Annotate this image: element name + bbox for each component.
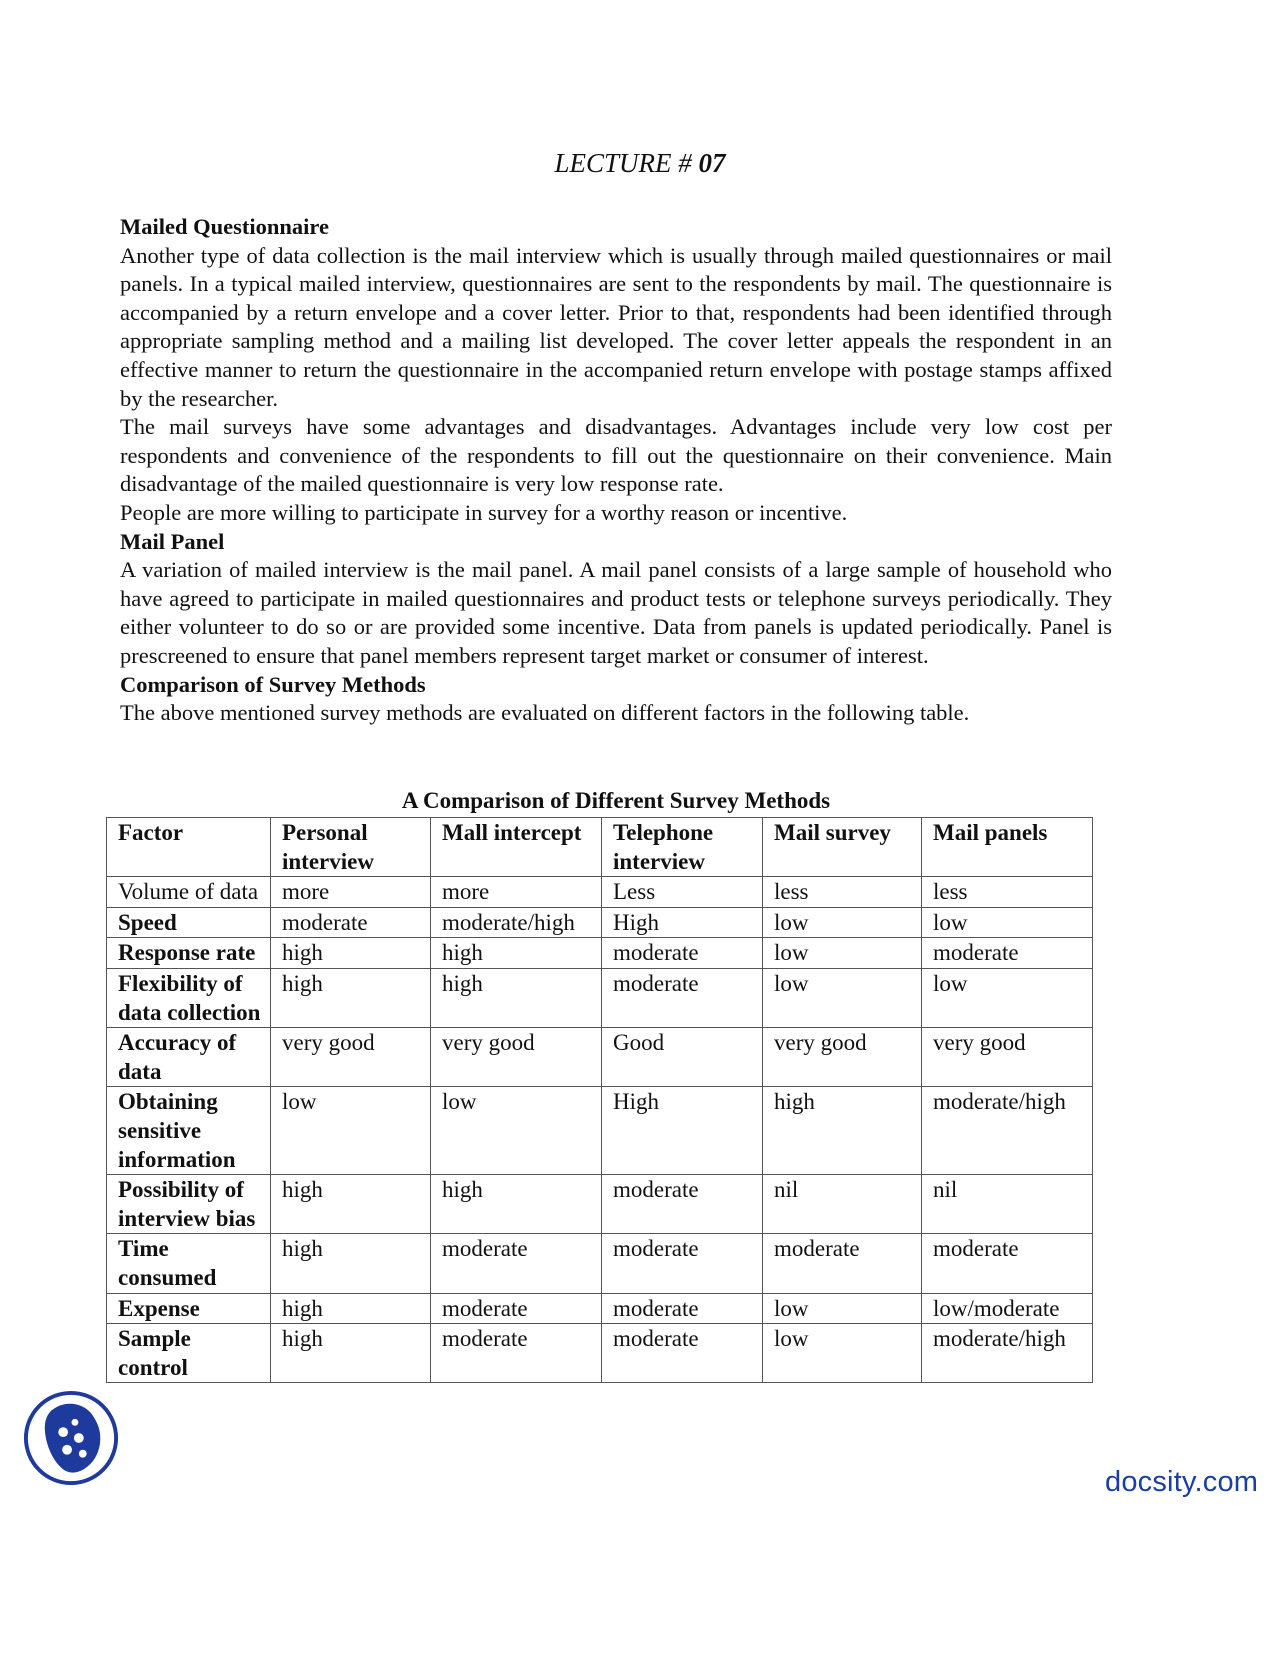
table-cell: moderate	[271, 907, 431, 938]
table-cell: low	[763, 968, 922, 1027]
table-row	[107, 1175, 1093, 1234]
table-cell: low	[271, 1087, 431, 1175]
factor-cell: Expense	[107, 1293, 271, 1324]
paragraph: A variation of mailed interview is the mail panel. A mail panel consists of a large sample of household who have agreed to participate in mailed questionnaires and product tests or telephone surveys periodically. They either volunteer to do so or are provided some incentive. Data from panels is updated periodically. Panel is prescreened to ensure that panel members represent target market or consumer of interest.	[120, 557, 1112, 668]
table-cell: nil	[922, 1175, 1093, 1234]
page-title	[0, 148, 1280, 179]
table-cell: moderate/high	[431, 907, 602, 938]
table-cell: moderate	[431, 1234, 602, 1293]
table-row	[107, 968, 1093, 1027]
table-cell: moderate	[602, 1324, 763, 1383]
factor-cell: Flexibility of data collection	[107, 968, 271, 1027]
table-cell: Good	[602, 1028, 763, 1087]
table-cell: high	[271, 1175, 431, 1234]
section-heading-mailed-questionnaire: Mailed Questionnaire	[120, 214, 329, 239]
table-cell: very good	[431, 1028, 602, 1087]
table-cell: low	[763, 1324, 922, 1383]
table-cell: high	[431, 968, 602, 1027]
factor-cell: Speed	[107, 907, 271, 938]
factor-cell: Time consumed	[107, 1234, 271, 1293]
factor-cell: Possibility of interview bias	[107, 1175, 271, 1234]
document-body	[120, 213, 1112, 728]
table-cell: moderate	[602, 938, 763, 969]
column-header: Mail survey	[763, 818, 922, 877]
table-cell: more	[431, 877, 602, 908]
factor-cell: Obtaining sensitive information	[107, 1087, 271, 1175]
table-row	[107, 1028, 1093, 1087]
table-row	[107, 1293, 1093, 1324]
table-cell: high	[431, 938, 602, 969]
table-cell: very good	[922, 1028, 1093, 1087]
title-prefix: LECTURE #	[554, 148, 699, 178]
table-cell: more	[271, 877, 431, 908]
table-cell: very good	[763, 1028, 922, 1087]
table-cell: high	[271, 938, 431, 969]
table-cell: moderate	[922, 938, 1093, 969]
table-cell: moderate/high	[922, 1087, 1093, 1175]
table-cell: very good	[271, 1028, 431, 1087]
comparison-table	[106, 817, 1093, 1383]
section-heading-mail-panel: Mail Panel	[120, 528, 225, 554]
table-cell: high	[271, 968, 431, 1027]
factor-cell: Sample control	[107, 1324, 271, 1383]
table-cell: moderate	[602, 968, 763, 1027]
table-cell: moderate	[763, 1234, 922, 1293]
table-cell: moderate	[431, 1293, 602, 1324]
table-cell: low	[763, 1293, 922, 1324]
table-row	[107, 1087, 1093, 1175]
paragraph: The above mentioned survey methods are evaluated on different factors in the following table.	[120, 700, 970, 726]
column-header: Personal interview	[271, 818, 431, 877]
table-cell: low	[922, 968, 1093, 1027]
table-cell: high	[271, 1234, 431, 1293]
factor-cell: Volume of data	[107, 877, 271, 908]
table-row	[107, 877, 1093, 908]
table-cell: moderate	[602, 1234, 763, 1293]
table-cell: high	[763, 1087, 922, 1175]
table-header-row	[107, 818, 1093, 877]
column-header: Factor	[107, 818, 271, 877]
table-cell: Less	[602, 877, 763, 908]
table-cell: high	[431, 1175, 602, 1234]
factor-cell: Accuracy of data	[107, 1028, 271, 1087]
table-row	[107, 1324, 1093, 1383]
column-header: Mall intercept	[431, 818, 602, 877]
table-cell: low	[431, 1087, 602, 1175]
table-cell: nil	[763, 1175, 922, 1234]
table-cell: low	[763, 938, 922, 969]
table-caption: A Comparison of Different Survey Methods	[401, 788, 831, 813]
table-row	[107, 907, 1093, 938]
title-number: 07	[698, 148, 726, 178]
table-cell: high	[271, 1293, 431, 1324]
paragraph: Another type of data collection is the mail interview which is usually through mailed questionnaires or mail panels. In a typical mailed interview, questionnaires are sent to the respondents by mail. The questionnaire is accompanied by a return envelope and a cover letter. Prior to that, respondents had been identified through appropriate sampling method and a mailing list developed. The cover letter appeals the respondent in an effective manner to return the questionnaire in the accompanied return envelope with postage stamps affixed by the researcher.	[120, 242, 1112, 411]
column-header: Mail panels	[922, 818, 1093, 877]
table-cell: high	[271, 1324, 431, 1383]
docsity-logo-icon	[22, 1389, 120, 1487]
table-cell: High	[602, 907, 763, 938]
table-cell: less	[922, 877, 1093, 908]
factor-cell: Response rate	[107, 938, 271, 969]
table-cell: low	[922, 907, 1093, 938]
table-row	[107, 1234, 1093, 1293]
table-cell: High	[602, 1087, 763, 1175]
column-header: Telephone interview	[602, 818, 763, 877]
table-cell: less	[763, 877, 922, 908]
section-heading-comparison: Comparison of Survey Methods	[120, 671, 426, 697]
table-cell: moderate	[602, 1293, 763, 1324]
brand-watermark[interactable]: docsity.com	[1105, 1466, 1259, 1498]
table-cell: low/moderate	[922, 1293, 1093, 1324]
table-cell: moderate/high	[922, 1324, 1093, 1383]
table-cell: moderate	[922, 1234, 1093, 1293]
table-cell: moderate	[602, 1175, 763, 1234]
paragraph: The mail surveys have some advantages and disadvantages. Advantages include very low cost per respondents and convenience of the respondents to fill out the questionnaire on their convenience. Main disadvantage of the mailed questionnaire is very low response rate.	[120, 414, 1112, 497]
table-row	[107, 938, 1093, 969]
table-cell: low	[763, 907, 922, 938]
table-cell: moderate	[431, 1324, 602, 1383]
paragraph: People are more willing to participate in survey for a worthy reason or incentive.	[120, 499, 848, 525]
